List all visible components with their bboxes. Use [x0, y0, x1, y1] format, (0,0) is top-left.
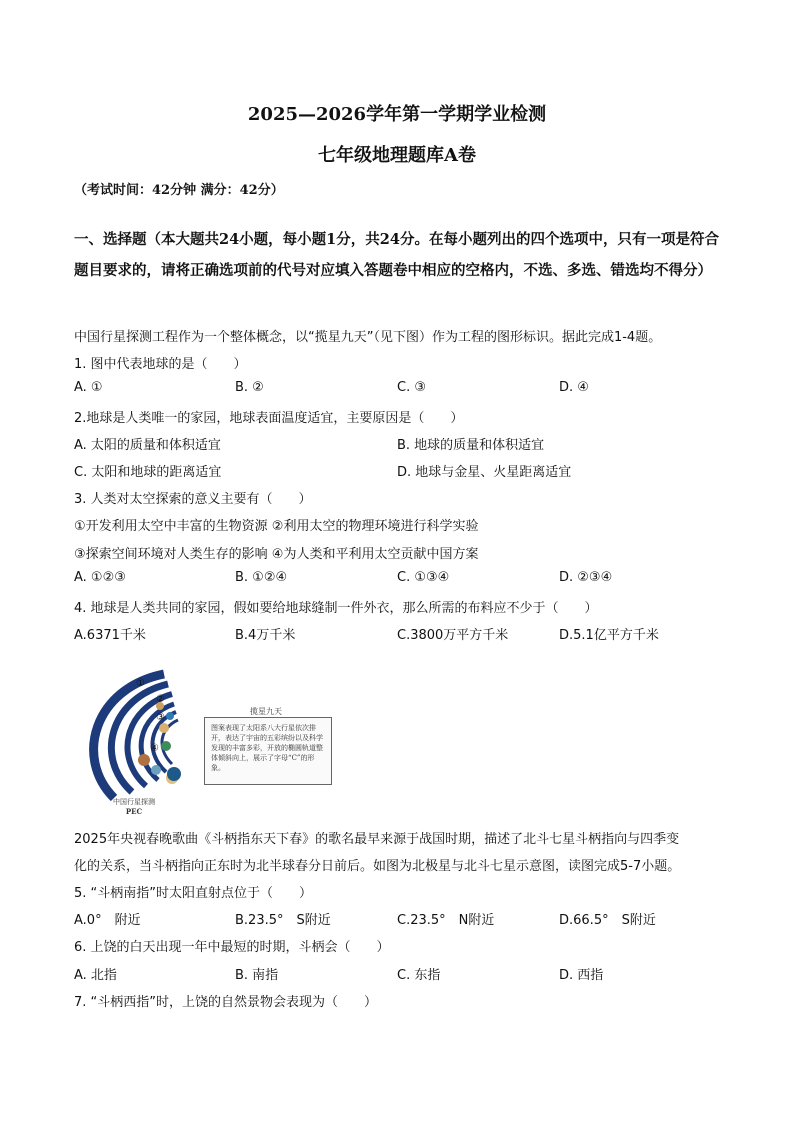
q3-option-d: D. ②③④ [559, 570, 613, 585]
q3-option-b: B. ①②④ [235, 570, 288, 585]
q2-stem: 2.地球是人类唯一的家园，地球表面温度适宜，主要原因是（ ） [74, 411, 464, 426]
q5-option-b: B.23.5° S附近 [235, 913, 331, 928]
figure-marker-3: ③ [156, 712, 165, 723]
q3-option-a: A. ①②③ [74, 570, 126, 585]
figure-marker-1: ① [136, 678, 145, 689]
logo-caption [104, 797, 164, 817]
orbit-arcs [94, 674, 178, 798]
section-heading: 一、选择题（本大题共24小题，每小题1分，共24分。在每小题列出的四个选项中，只有一项是符合题目要求的，请将正确选项前的代号对应填入答题卷中相应的空格内，不选、多选、错选均不得分） [74, 231, 719, 279]
q4-stem: 4. 地球是人类共同的家园，假如要给地球缝制一件外衣，那么所需的布料应不少于（ ） [74, 601, 598, 616]
q5-option-c: C.23.5° N附近 [397, 913, 495, 928]
q4-option-d: D.5.1亿平方千米 [559, 628, 659, 643]
q1-option-b: B. ② [235, 380, 264, 395]
q6-option-c: C. 东指 [397, 968, 441, 983]
q6-option-b: B. 南指 [235, 968, 279, 983]
q5-option-d: D.66.5° S附近 [559, 913, 656, 928]
q4-option-c: C.3800万平方千米 [397, 628, 509, 643]
exam-time-info: （考试时间：42分钟 满分：42分） [74, 183, 284, 198]
q2-option-a: A. 太阳的质量和体积适宜 [74, 438, 221, 453]
figure-description-box: 图案表现了太阳系八大行星依次排开，表达了宇宙的五彩缤纷以及科学发现的丰富多彩，开放的椭圆轨道整体倾斜向上，展示了字母“C”的形象。 [204, 717, 332, 785]
logo-caption-cn: 中国行星探测 [113, 798, 155, 806]
group1-intro: 中国行星探测工程作为一个整体概念，以“揽星九天”（见下图）作为工程的图形标识。据此完成1-4题。 [74, 330, 662, 345]
q1-option-d: D. ④ [559, 380, 589, 395]
q6-option-d: D. 西指 [559, 968, 604, 983]
q3-statement-2: ③探索空间环境对人类生存的影响 ④为人类和平利用太空贡献中国方案 [74, 547, 479, 562]
q4-option-b: B.4万千米 [235, 628, 296, 643]
page-title: 2025—2026学年第一学期学业检测 [247, 104, 547, 125]
q1-stem: 1. 图中代表地球的是（ ） [74, 357, 247, 372]
group2-intro-line1: 2025年央视春晚歌曲《斗柄指东天下春》的歌名最早来源于战国时期，描述了北斗七星斗柄指向与四季变 [74, 832, 680, 847]
q3-statement-1: ①开发利用太空中丰富的生物资源 ②利用太空的物理环境进行科学实验 [74, 519, 479, 534]
q1-option-a: A. ① [74, 380, 103, 395]
q5-option-a: A.0° 附近 [74, 913, 141, 928]
page-subtitle: 七年级地理题库A卷 [318, 145, 476, 166]
q2-option-d: D. 地球与金星、火星距离适宜 [397, 465, 572, 480]
q3-stem: 3. 人类对太空探索的意义主要有（ ） [74, 492, 312, 507]
q2-option-b: B. 地球的质量和体积适宜 [397, 438, 545, 453]
q4-option-a: A.6371千米 [74, 628, 146, 643]
figure-marker-4: ④ [150, 743, 159, 754]
figure-marker-2: ② [156, 694, 165, 705]
group2-intro-line2: 化的关系，当斗柄指向正东时为北半球春分日前后。如图为北极星与北斗七星示意图，读图完成5-7小题。 [74, 859, 681, 874]
figure-box-title: 揽星九天 [250, 707, 282, 716]
logo-caption-en: PEC [125, 807, 143, 816]
q3-option-c: C. ①③④ [397, 570, 450, 585]
q6-option-a: A. 北指 [74, 968, 117, 983]
q1-option-c: C. ③ [397, 380, 426, 395]
q2-option-c: C. 太阳和地球的距离适宜 [74, 465, 222, 480]
q7-stem: 7. “斗柄西指”时，上饶的自然景物会表现为（ ） [74, 995, 378, 1010]
q5-stem: 5. “斗柄南指”时太阳直射点位于（ ） [74, 886, 313, 901]
q6-stem: 6. 上饶的白天出现一年中最短的时期，斗柄会（ ） [74, 940, 390, 955]
